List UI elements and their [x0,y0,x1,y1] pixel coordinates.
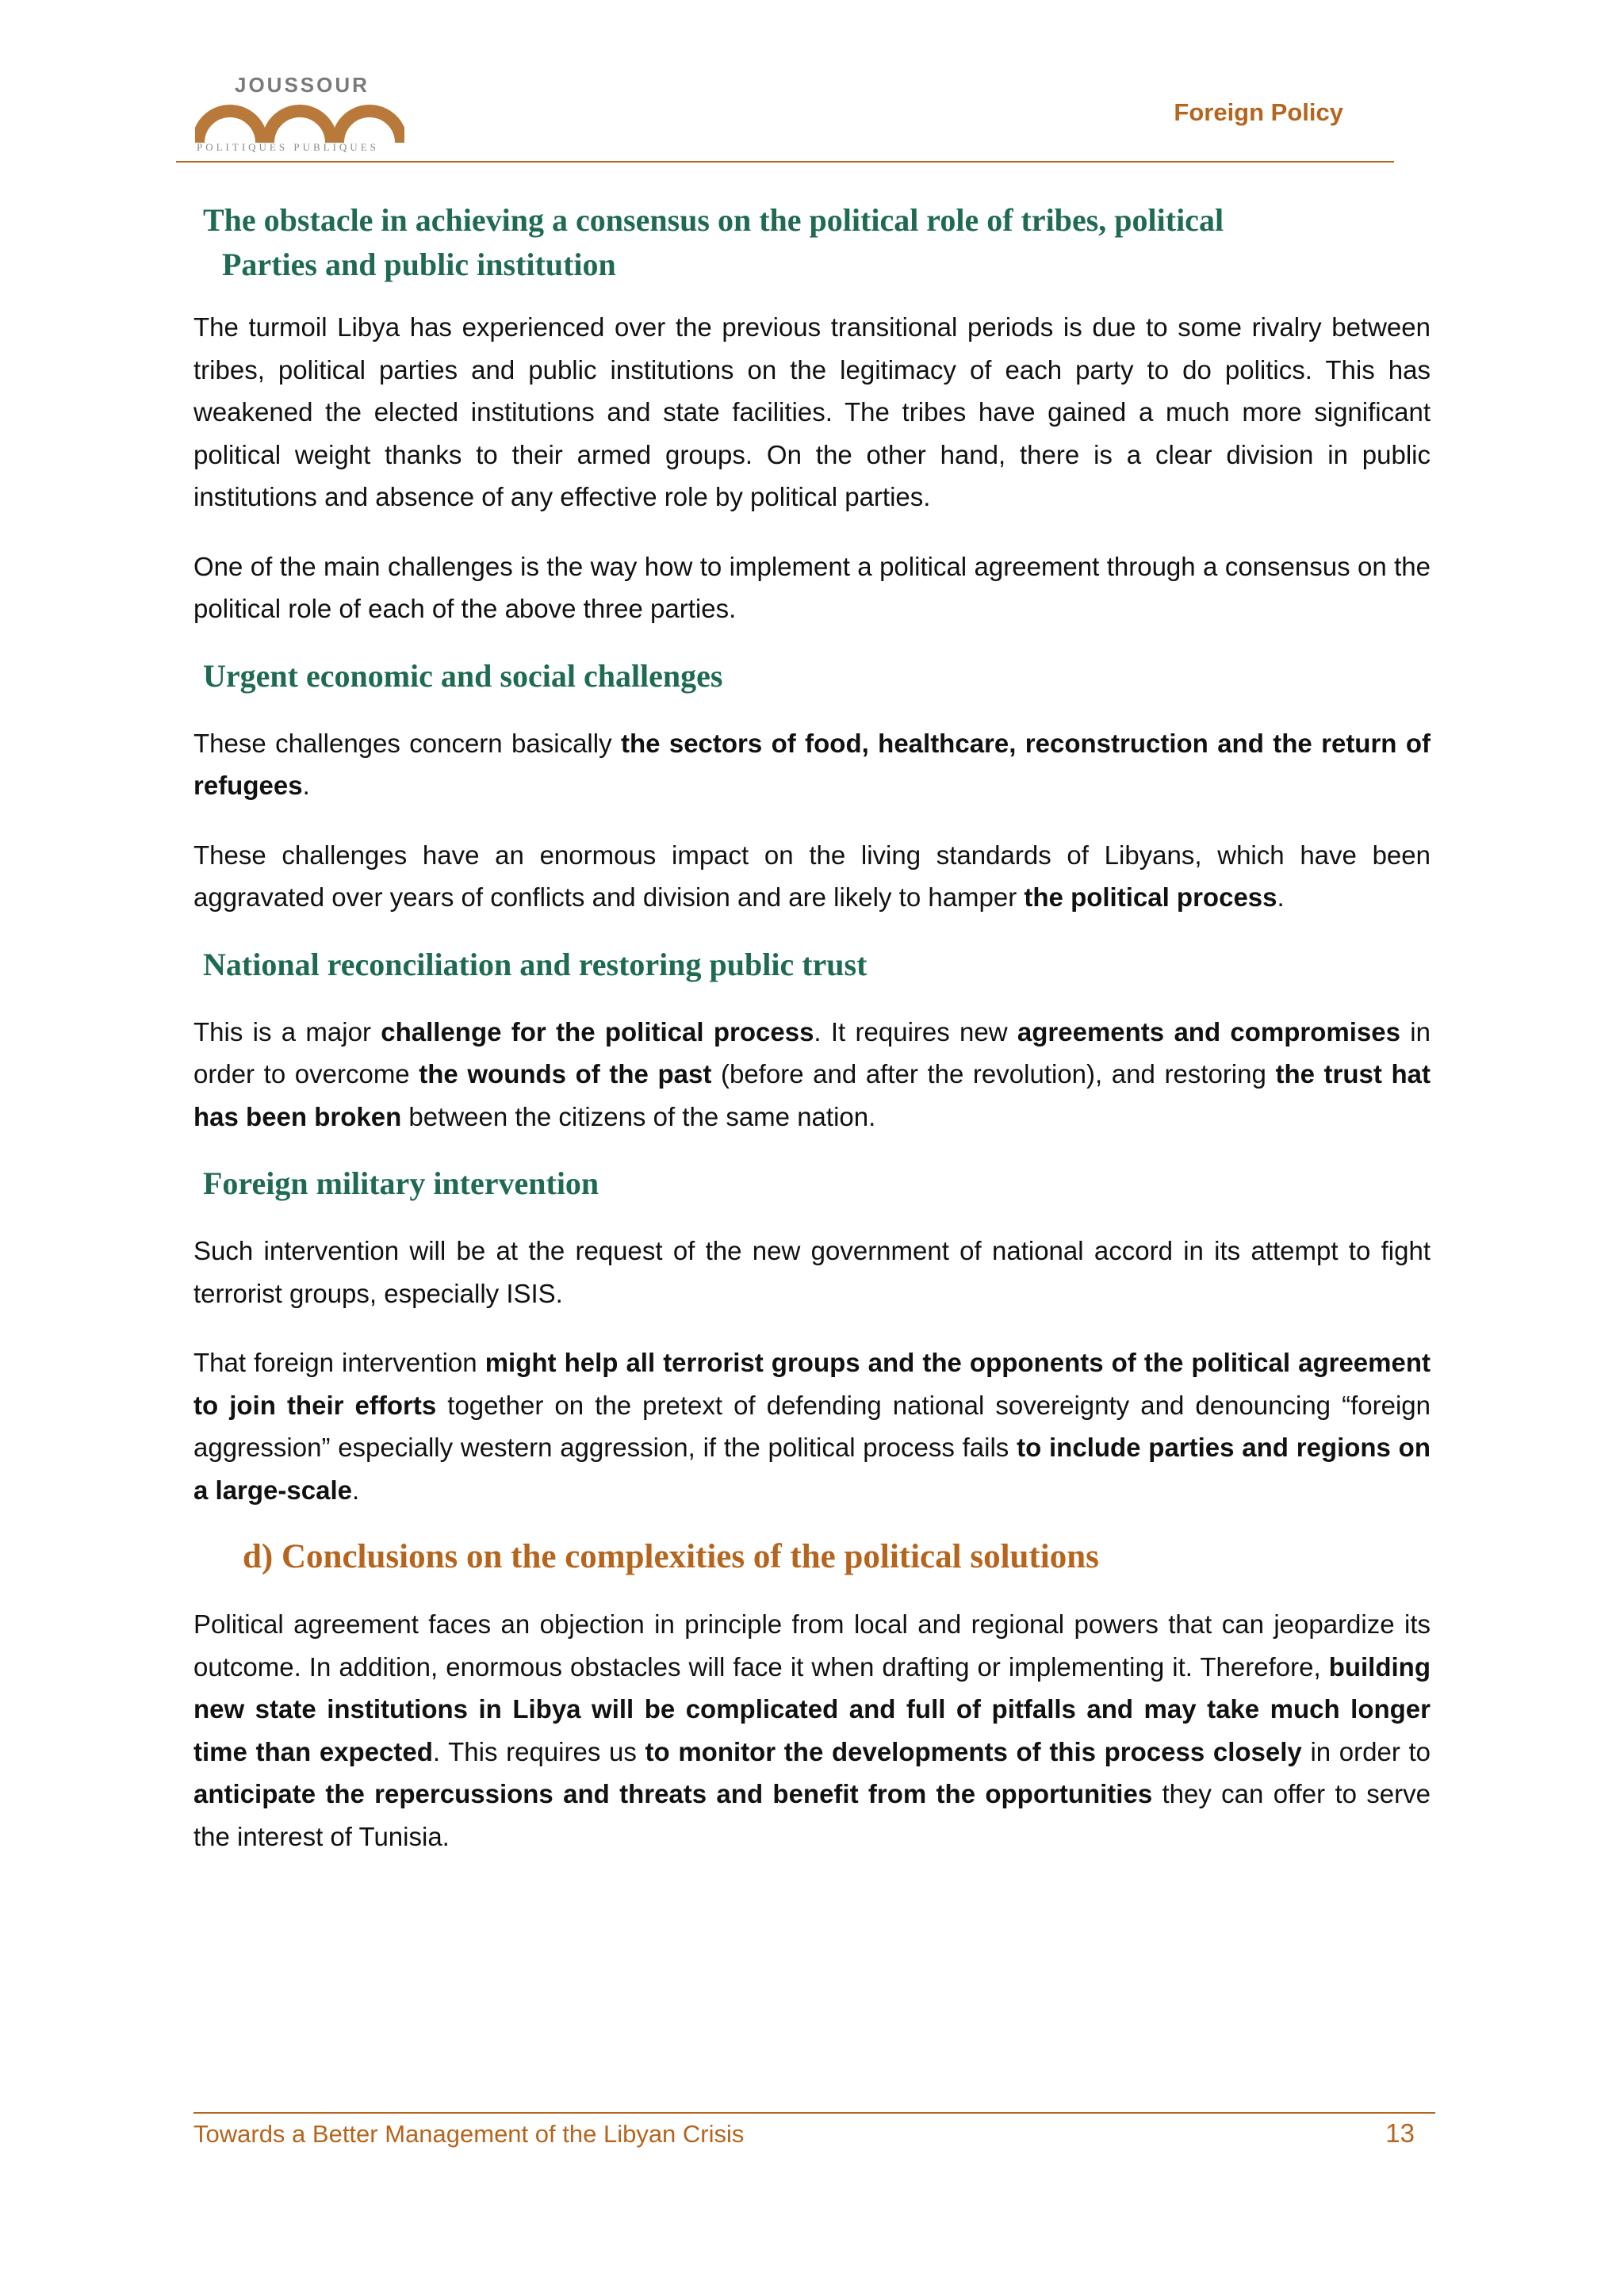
section-heading-tribes-line2: Parties and public institution [222,247,616,282]
header-section-title: Foreign Policy [1174,98,1343,126]
paragraph-foreign-2: That foreign intervention might help all terrorist groups and the opponents of the political agreement to join their efforts together on the pretext of defending national sovereignty and denouncing “foreign aggression” especially western aggression, if the political process fails to include parties and regions on a large-scale. [193,1348,1431,1505]
section-heading-reconciliation: National reconciliation and restoring public trust [203,946,868,982]
main-content [193,198,1431,1858]
footer-document-title: Towards a Better Management of the Libyan Crisis [193,2120,745,2148]
paragraph-tribes-1: The turmoil Libya has experienced over the previous transitional periods is due to some rivalry between tribes, political parties and public institutions on the legitimacy of each party to do politics. This has weakened the elected institutions and state facilities. The tribes have gained a much more significant political weight thanks to their armed groups. On the other hand, there is a clear division in public institutions and absence of any effective role by political parties. [193,312,1431,511]
logo-arches-icon [195,95,404,144]
joussour-logo [195,73,404,160]
paragraph-economic-1: These challenges concern basically the sectors of food, healthcare, reconstruction and the return of refugees. [193,728,1431,800]
header-divider [176,161,1394,163]
section-heading-tribes [193,198,1431,287]
footer-divider [193,2112,1435,2114]
section-heading-tribes-line1: The obstacle in achieving a consensus on the political role of tribes, political [203,202,1224,238]
paragraph-reconciliation-1: This is a major challenge for the political process. It requires new agreements and compromises in order to overcome the wounds of the past (before and after the revolution), and restoring the trust hat has been broken between the citizens of the same nation. [193,1016,1431,1131]
section-heading-economic: Urgent economic and social challenges [203,657,723,694]
page-number: 13 [1385,2118,1415,2148]
paragraph-foreign-1: Such intervention will be at the request of the new government of national accord in its attempt to fight terrorist groups, especially ISIS. [193,1236,1431,1308]
logo-tagline: POLITIQUES PUBLIQUES [197,141,379,153]
paragraph-tribes-2: One of the main challenges is the way how to implement a political agreement through a consensus on the political role of each of the above three parties. [193,551,1431,623]
section-heading-foreign-intervention: Foreign military intervention [203,1165,599,1201]
paragraph-conclusion: Political agreement faces an objection in principle from local and regional powers that can jeopardize its outcome. In addition, enormous obstacles will face it when drafting or implementing it. Therefore, building new state institutions in Libya will be complicated and full of pitfalls and may take much longer time than expected. This requires us to monitor the developments of this process closely in order to anticipate the repercussions and threats and benefit from the opportunities they can offer to serve the interest of Tunisia. [193,1609,1431,1851]
logo-name: JOUSSOUR [235,73,370,97]
conclusion-heading: d) Conclusions on the complexities of the political solutions [243,1538,1099,1575]
paragraph-economic-2: These challenges have an enormous impact on the living standards of Libyans, which have been aggravated over years of conflicts and division and are likely to hamper the political process. [193,840,1431,912]
